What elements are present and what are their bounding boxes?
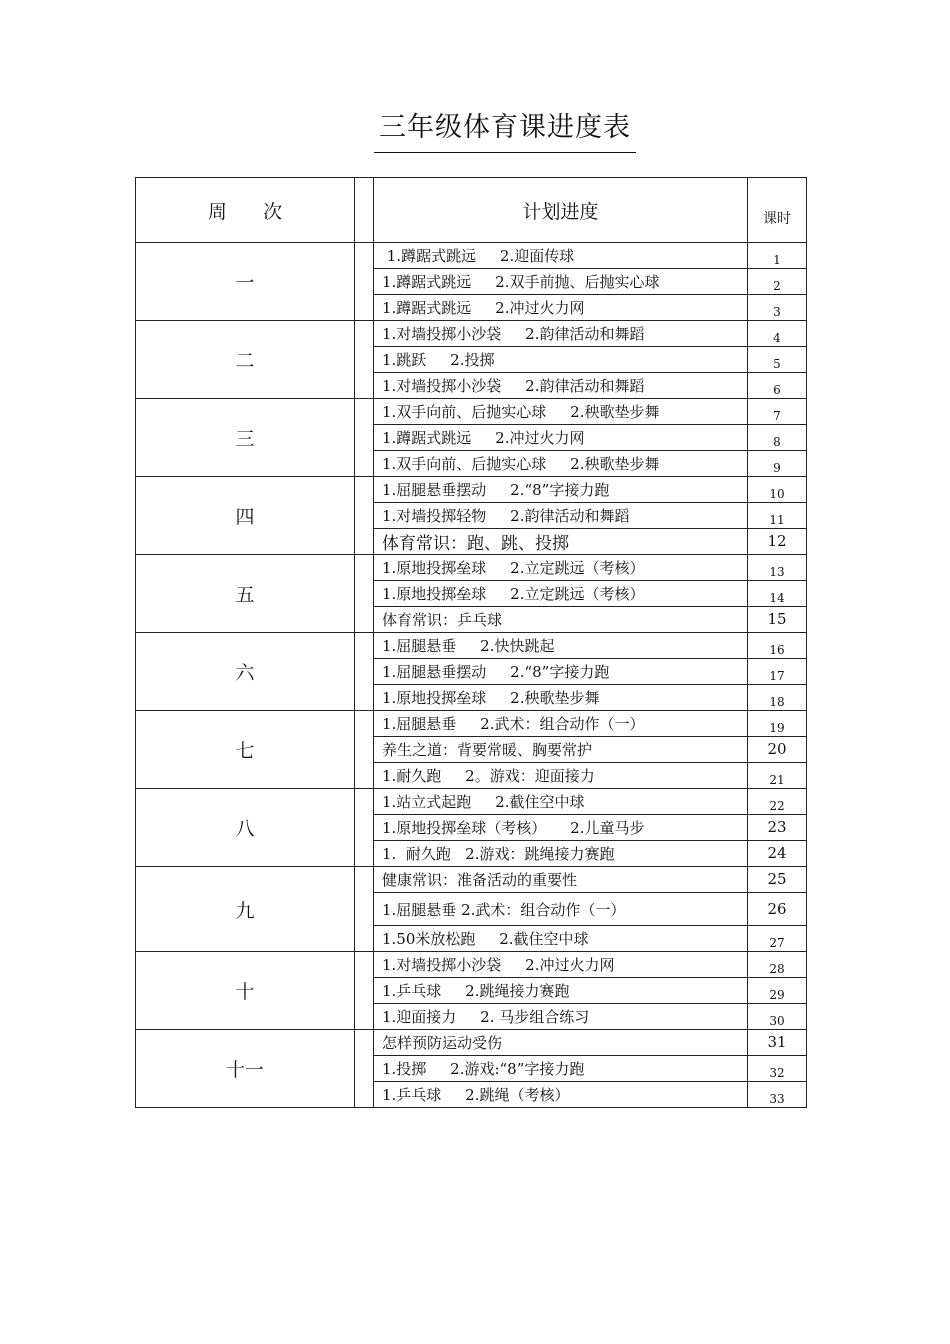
plan-cell: 1.乒乓球 2.跳绳接力赛跑 bbox=[374, 978, 748, 1004]
plan-cell: 1.屈腿悬垂 2.快快跳起 bbox=[374, 633, 748, 659]
table-row bbox=[136, 321, 807, 347]
hours-cell: 30 bbox=[748, 1004, 807, 1030]
hours-cell: 3 bbox=[748, 295, 807, 321]
hours-cell: 1 bbox=[748, 243, 807, 269]
week-number: 一 bbox=[136, 243, 355, 321]
plan-cell: 1.50米放松跑 2.截住空中球 bbox=[374, 926, 748, 952]
hours-cell: 6 bbox=[748, 373, 807, 399]
plan-cell: 1.原地投掷垒球（考核） 2.儿童马步 bbox=[374, 815, 748, 841]
table-row bbox=[136, 789, 807, 815]
table-row bbox=[136, 555, 807, 581]
week-number: 四 bbox=[136, 477, 355, 555]
plan-cell: 1.蹲踞式跳远 2.冲过火力网 bbox=[374, 295, 748, 321]
header-week: 周 次 bbox=[136, 178, 355, 243]
column-divider bbox=[355, 321, 374, 399]
plan-cell: 1.跳跃 2.投掷 bbox=[374, 347, 748, 373]
plan-cell: 1.蹲踞式跳远 2.冲过火力网 bbox=[374, 425, 748, 451]
column-divider bbox=[355, 867, 374, 952]
plan-cell: 1.对墙投掷小沙袋 2.冲过火力网 bbox=[374, 952, 748, 978]
hours-cell: 16 bbox=[748, 633, 807, 659]
table-row bbox=[136, 399, 807, 425]
table-row bbox=[136, 711, 807, 737]
header-hours: 课时 bbox=[748, 178, 807, 243]
plan-cell: 1.屈腿悬垂摆动 2.“8”字接力跑 bbox=[374, 477, 748, 503]
hours-cell: 28 bbox=[748, 952, 807, 978]
hours-cell: 24 bbox=[748, 841, 807, 867]
hours-cell: 11 bbox=[748, 503, 807, 529]
hours-cell: 2 bbox=[748, 269, 807, 295]
hours-cell: 27 bbox=[748, 926, 807, 952]
plan-cell: 1.屈腿悬垂 2.武术：组合动作（一） bbox=[374, 711, 748, 737]
column-divider bbox=[355, 477, 374, 555]
week-number: 九 bbox=[136, 867, 355, 952]
plan-cell: 1.原地投掷垒球 2.立定跳远（考核） bbox=[374, 555, 748, 581]
plan-cell: 1.耐久跑 2。游戏：迎面接力 bbox=[374, 763, 748, 789]
column-divider bbox=[355, 399, 374, 477]
hours-cell: 22 bbox=[748, 789, 807, 815]
plan-cell: 1.乒乓球 2.跳绳（考核） bbox=[374, 1082, 748, 1108]
plan-cell: 健康常识：准备活动的重要性 bbox=[374, 867, 748, 893]
plan-cell: 1.对墙投掷小沙袋 2.韵律活动和舞蹈 bbox=[374, 321, 748, 347]
plan-cell: 1.对墙投掷轻物 2.韵律活动和舞蹈 bbox=[374, 503, 748, 529]
plan-cell: 体育常识：跑、跳、投掷 bbox=[374, 529, 748, 555]
header-divider bbox=[355, 178, 374, 243]
hours-cell: 32 bbox=[748, 1056, 807, 1082]
week-number: 十 bbox=[136, 952, 355, 1030]
column-divider bbox=[355, 1030, 374, 1108]
hours-cell: 23 bbox=[748, 815, 807, 841]
plan-cell: 1.双手向前、后抛实心球 2.秧歌垫步舞 bbox=[374, 399, 748, 425]
hours-cell: 10 bbox=[748, 477, 807, 503]
column-divider bbox=[355, 633, 374, 711]
plan-cell: 1.屈腿悬垂 2.武术：组合动作（一） bbox=[374, 893, 748, 926]
plan-cell: 1.蹲踞式跳远 2.双手前抛、后抛实心球 bbox=[374, 269, 748, 295]
hours-cell: 15 bbox=[748, 607, 807, 633]
hours-cell: 9 bbox=[748, 451, 807, 477]
plan-cell: 体育常识：乒乓球 bbox=[374, 607, 748, 633]
plan-cell: 1.双手向前、后抛实心球 2.秧歌垫步舞 bbox=[374, 451, 748, 477]
plan-cell: 1.对墙投掷小沙袋 2.韵律活动和舞蹈 bbox=[374, 373, 748, 399]
hours-cell: 20 bbox=[748, 737, 807, 763]
week-number: 六 bbox=[136, 633, 355, 711]
schedule-table bbox=[135, 177, 807, 1108]
week-number: 二 bbox=[136, 321, 355, 399]
hours-cell: 26 bbox=[748, 893, 807, 926]
hours-cell: 7 bbox=[748, 399, 807, 425]
plan-cell: 1.迎面接力 2. 马步组合练习 bbox=[374, 1004, 748, 1030]
hours-cell: 17 bbox=[748, 659, 807, 685]
page-title: 三年级体育课进度表 bbox=[374, 108, 636, 153]
column-divider bbox=[355, 952, 374, 1030]
plan-cell: 1. 耐久跑 2.游戏：跳绳接力赛跑 bbox=[374, 841, 748, 867]
week-number: 五 bbox=[136, 555, 355, 633]
plan-cell: 1.原地投掷垒球 2.立定跳远（考核） bbox=[374, 581, 748, 607]
plan-cell: 1.蹲踞式跳远 2.迎面传球 bbox=[374, 243, 748, 269]
week-number: 三 bbox=[136, 399, 355, 477]
column-divider bbox=[355, 711, 374, 789]
plan-cell: 1.投掷 2.游戏:“8”字接力跑 bbox=[374, 1056, 748, 1082]
hours-cell: 21 bbox=[748, 763, 807, 789]
hours-cell: 4 bbox=[748, 321, 807, 347]
column-divider bbox=[355, 555, 374, 633]
table-header-row bbox=[136, 178, 807, 243]
hours-cell: 13 bbox=[748, 555, 807, 581]
plan-cell: 1.屈腿悬垂摆动 2.“8”字接力跑 bbox=[374, 659, 748, 685]
table-row bbox=[136, 952, 807, 978]
week-number: 八 bbox=[136, 789, 355, 867]
table-row bbox=[136, 477, 807, 503]
plan-cell: 1.站立式起跑 2.截住空中球 bbox=[374, 789, 748, 815]
week-number: 十一 bbox=[136, 1030, 355, 1108]
hours-cell: 25 bbox=[748, 867, 807, 893]
hours-cell: 14 bbox=[748, 581, 807, 607]
table-row bbox=[136, 243, 807, 269]
hours-cell: 19 bbox=[748, 711, 807, 737]
plan-cell: 1.原地投掷垒球 2.秧歌垫步舞 bbox=[374, 685, 748, 711]
hours-cell: 18 bbox=[748, 685, 807, 711]
table-row bbox=[136, 633, 807, 659]
table-row bbox=[136, 1030, 807, 1056]
week-number: 七 bbox=[136, 711, 355, 789]
table-row bbox=[136, 867, 807, 893]
column-divider bbox=[355, 243, 374, 321]
hours-cell: 12 bbox=[748, 529, 807, 555]
plan-cell: 怎样预防运动受伤 bbox=[374, 1030, 748, 1056]
hours-cell: 5 bbox=[748, 347, 807, 373]
hours-cell: 31 bbox=[748, 1030, 807, 1056]
hours-cell: 29 bbox=[748, 978, 807, 1004]
header-plan: 计划进度 bbox=[374, 178, 748, 243]
hours-cell: 33 bbox=[748, 1082, 807, 1108]
column-divider bbox=[355, 789, 374, 867]
hours-cell: 8 bbox=[748, 425, 807, 451]
plan-cell: 养生之道：背要常暖、胸要常护 bbox=[374, 737, 748, 763]
